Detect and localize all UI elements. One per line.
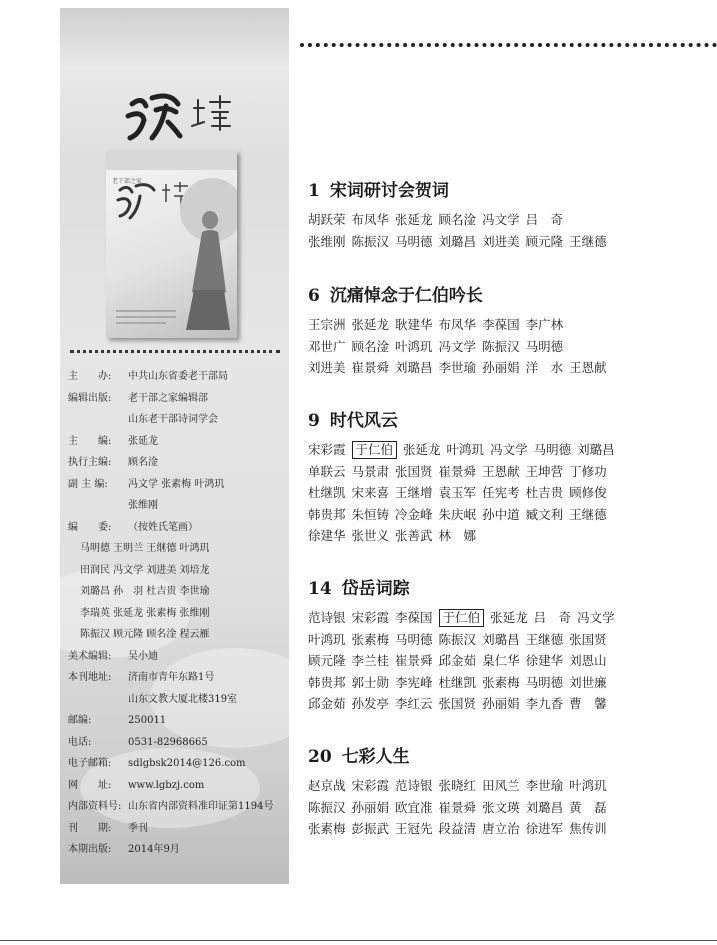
author-name: 王恩献	[482, 463, 520, 479]
masthead-row	[68, 495, 288, 517]
author-name: 胡跃荣	[308, 212, 346, 227]
masthead-value: sdlgbsk2014@126.com	[128, 758, 246, 769]
masthead-row	[68, 431, 288, 453]
author-name: 徐建华	[308, 528, 346, 543]
author-name: 徐建华	[525, 653, 564, 668]
section-page-number: 9	[308, 411, 320, 431]
author-list	[308, 209, 708, 252]
author-name: 李兰桂	[351, 653, 390, 668]
author-name: 张文瑛	[482, 799, 520, 815]
author-name: 张素梅	[308, 821, 346, 836]
section-heading	[308, 284, 708, 308]
author-row	[308, 336, 708, 358]
author-name: 张晓红	[438, 778, 477, 793]
author-name: 杜继凯	[308, 485, 346, 500]
author-row	[308, 357, 708, 379]
author-name: 冯文学	[490, 442, 528, 457]
author-name: 于仁伯	[352, 441, 398, 459]
masthead-row	[68, 646, 288, 668]
masthead-value: 刘璐昌 孙 羽 杜吉贵 李世瑜	[80, 586, 210, 597]
author-name: 王恩献	[569, 360, 607, 375]
author-name: 黄 磊	[569, 799, 607, 815]
author-name: 王继增	[395, 485, 433, 500]
author-name: 张国贤	[395, 463, 433, 479]
masthead-value: 季刊	[128, 822, 148, 834]
bottom-rule	[0, 940, 717, 941]
masthead-value: 吴小迪	[128, 650, 158, 662]
masthead-value: 田润民 冯文学 刘进美 刘培龙	[80, 564, 210, 576]
author-name: 欧宜准	[395, 799, 433, 815]
author-name: 张世义	[351, 528, 390, 543]
author-name: 邱金茹	[308, 696, 346, 711]
author-name: 马明德	[395, 233, 433, 249]
author-name: 刘璐昌	[395, 360, 433, 375]
author-name: 单联云	[308, 463, 346, 479]
author-name: 耿建华	[395, 317, 433, 332]
author-name: 韩贵邦	[308, 506, 346, 522]
masthead-row	[68, 474, 288, 496]
author-name: 叶鸿玑	[308, 631, 346, 647]
author-name: 刘璐昌	[525, 799, 564, 815]
author-name: 曹 馨	[569, 696, 607, 711]
author-name: 陈振汉	[438, 631, 477, 647]
author-name: 崔景舜	[351, 360, 390, 375]
author-name: 张素梅	[482, 674, 520, 690]
author-row	[308, 650, 708, 672]
author-name: 洋 水	[525, 360, 564, 375]
author-row	[308, 775, 708, 797]
author-list	[308, 314, 708, 379]
author-name: 范诗银	[395, 778, 433, 793]
author-row	[308, 231, 708, 253]
author-row	[308, 672, 708, 694]
author-name: 邱金茹	[438, 653, 477, 668]
author-name: 杜继凯	[438, 674, 477, 690]
masthead-label: 网 址:	[68, 779, 112, 791]
top-dotted-divider	[300, 43, 717, 47]
masthead-label: 电子邮箱:	[68, 758, 112, 769]
author-name: 马明德	[533, 442, 572, 457]
toc-section	[308, 179, 708, 252]
author-name: 宋彩霞	[308, 442, 346, 457]
author-name: 宋来喜	[351, 485, 390, 500]
masthead-value: 山东老干部诗词学会	[128, 414, 218, 425]
author-name: 顾修俊	[569, 485, 607, 500]
author-name: 顾名淦	[351, 338, 390, 354]
author-name: 布凤华	[438, 317, 477, 332]
author-name: 吕 奇	[525, 212, 564, 227]
author-name: 张国贤	[438, 696, 477, 711]
masthead-value: 马明德 王明兰 王继德 叶鸿玑	[80, 543, 210, 554]
author-name: 吕 奇	[533, 610, 572, 625]
masthead-value: 250011	[128, 715, 167, 726]
author-name: 袁玉军	[438, 485, 477, 500]
author-name: 马明德	[525, 674, 564, 690]
author-name: 张延龙	[351, 317, 390, 332]
author-name: 于仁伯	[439, 609, 485, 627]
masthead-row	[68, 452, 288, 474]
author-name: 张维刚	[308, 233, 346, 249]
author-name: 李世瑜	[438, 360, 477, 375]
author-name: 宋彩霞	[351, 610, 390, 625]
author-name: 王继德	[569, 233, 607, 249]
masthead-value: 顾名淦	[128, 457, 158, 468]
author-name: 陈振汉	[351, 233, 390, 249]
masthead-label: 本刊地址:	[68, 672, 112, 683]
masthead-value: 陈振汉 顾元隆 顾名淦 程云雁	[80, 629, 210, 640]
author-name: 臬仁华	[482, 653, 520, 668]
author-name: 崔景舜	[438, 799, 477, 815]
author-name: 刘璐昌	[577, 442, 615, 457]
masthead-value: 张维刚	[128, 500, 158, 511]
toc-section	[308, 745, 708, 840]
author-name: 邓世广	[308, 338, 346, 354]
masthead-value: 张延龙	[128, 435, 158, 447]
author-list	[308, 607, 708, 715]
author-row	[308, 461, 708, 483]
author-name: 冯文学	[577, 610, 615, 625]
author-name: 张善武	[395, 528, 433, 543]
toc-section	[308, 409, 708, 547]
author-row	[308, 693, 708, 715]
author-name: 朱恒铸	[351, 506, 390, 522]
section-page-number: 20	[308, 747, 332, 767]
sidebar-panel	[60, 8, 289, 884]
author-name: 李广林	[525, 317, 564, 332]
author-name: 韩贵邦	[308, 674, 346, 690]
masthead-row	[68, 517, 288, 539]
author-name: 李葆国	[395, 610, 433, 625]
author-name: 林 娜	[438, 528, 477, 543]
author-list	[308, 439, 708, 547]
masthead-value: 0531-82968665	[128, 736, 208, 748]
masthead-row	[68, 689, 288, 711]
section-heading	[308, 409, 708, 433]
masthead-row	[68, 796, 288, 818]
author-name: 刘恩山	[569, 653, 607, 668]
masthead-row	[68, 818, 288, 840]
author-name: 冯文学	[438, 338, 477, 354]
section-heading	[308, 577, 708, 601]
masthead-row	[68, 409, 288, 431]
masthead-row	[68, 366, 288, 388]
author-name: 孙丽娟	[351, 799, 390, 815]
logo-calligraphy-graphic	[122, 86, 242, 146]
author-name: 赵京战	[308, 778, 346, 793]
masthead-row	[68, 775, 288, 797]
section-title: 岱岳词踪	[341, 579, 410, 599]
masthead-value: 中共山东省委老干部局	[128, 371, 228, 382]
author-name: 王继德	[525, 631, 564, 647]
author-name: 顾元隆	[308, 653, 346, 668]
masthead-value: 老干部之家编辑部	[128, 392, 208, 404]
author-name: 张延龙	[490, 610, 528, 625]
author-row	[308, 504, 708, 526]
author-name: 崔景舜	[395, 653, 433, 668]
section-title: 宋词研讨会贺词	[329, 181, 449, 201]
masthead-label: 美术编辑:	[68, 650, 112, 662]
masthead-row	[68, 839, 288, 861]
author-name: 张延龙	[403, 442, 441, 457]
author-name: 孙丽娟	[482, 696, 520, 711]
masthead-value: www.lgbzj.com	[128, 779, 205, 791]
author-name: 陈振汉	[308, 799, 346, 815]
masthead-info	[68, 366, 288, 861]
masthead-label: 编 委:	[68, 521, 112, 533]
author-name: 顾名淦	[438, 212, 477, 227]
author-name: 焦传训	[569, 821, 607, 836]
masthead-row	[68, 667, 288, 689]
author-name: 马明德	[525, 338, 564, 354]
author-name: 冷金峰	[395, 506, 433, 522]
author-name: 郭士勋	[351, 674, 390, 690]
masthead-value: 冯文学 张素梅 叶鸿玑	[128, 478, 225, 490]
author-name: 李九香	[525, 696, 564, 711]
author-row	[308, 607, 708, 629]
section-heading	[308, 179, 708, 203]
author-name: 任宪考	[482, 485, 520, 500]
masthead-value: 山东省内部资料准印证第1194号	[128, 801, 274, 812]
masthead-label: 编辑出版:	[68, 392, 112, 404]
section-page-number: 6	[308, 286, 320, 306]
author-row	[308, 629, 708, 651]
author-name: 孙中道	[482, 506, 520, 522]
author-name: 李世瑜	[525, 778, 564, 793]
masthead-row	[68, 603, 288, 625]
author-row	[308, 439, 708, 461]
masthead-row	[68, 560, 288, 582]
author-name: 刘璐昌	[438, 233, 477, 249]
author-name: 孙发亭	[351, 696, 390, 711]
masthead-label: 副 主 编:	[68, 478, 108, 490]
masthead-value: 2014年9月	[128, 844, 180, 855]
masthead-row	[68, 753, 288, 775]
author-row	[308, 818, 708, 840]
masthead-label: 主 编:	[68, 435, 112, 447]
author-name: 刘世廉	[569, 674, 607, 690]
masthead-row	[68, 388, 288, 410]
masthead-label: 邮编:	[68, 715, 92, 726]
author-name: 唐立治	[482, 821, 520, 836]
author-name: 王继德	[569, 506, 607, 522]
masthead-row	[68, 624, 288, 646]
author-name: 徐进军	[525, 821, 564, 836]
author-name: 彭振武	[351, 821, 390, 836]
masthead-label: 内部资料号:	[68, 801, 122, 812]
author-name: 朱庆岷	[438, 506, 477, 522]
author-name: 张国贤	[569, 631, 607, 647]
masthead-row	[68, 732, 288, 754]
author-name: 马景肃	[351, 463, 390, 479]
author-name: 宋彩霞	[351, 778, 390, 793]
author-list	[308, 775, 708, 840]
masthead-value: （按姓氏笔画）	[128, 521, 198, 533]
section-page-number: 1	[308, 181, 320, 201]
masthead-label: 主 办:	[68, 371, 112, 382]
masthead-value: 济南市青年东路1号	[128, 672, 215, 683]
author-name: 孙丽娟	[482, 360, 520, 375]
author-name: 陈振汉	[482, 338, 520, 354]
author-name: 杜吉贵	[525, 485, 564, 500]
author-row	[308, 797, 708, 819]
author-name: 崔景舜	[438, 463, 477, 479]
author-name: 刘进美	[482, 233, 520, 249]
author-name: 王宗洲	[308, 317, 346, 332]
section-title: 七彩人生	[341, 747, 410, 767]
masthead-label: 电话:	[68, 736, 92, 748]
author-row	[308, 482, 708, 504]
author-name: 李葆国	[482, 317, 520, 332]
author-name: 李宪峰	[395, 674, 433, 690]
author-name: 张素梅	[351, 631, 390, 647]
author-name: 叶鸿玑	[446, 442, 485, 457]
author-row	[308, 209, 708, 231]
author-name: 顾元隆	[525, 233, 564, 249]
masthead-label: 刊 期:	[68, 822, 112, 834]
masthead-label: 本期出版:	[68, 844, 112, 855]
author-name: 段益清	[438, 821, 477, 836]
magazine-logo	[122, 86, 242, 146]
masthead-label: 执行主编:	[68, 457, 112, 468]
author-name: 刘进美	[308, 360, 346, 375]
author-row	[308, 525, 708, 547]
author-name: 丁修功	[569, 463, 607, 479]
author-name: 王坤营	[525, 463, 564, 479]
section-page-number: 14	[308, 579, 332, 599]
toc-section	[308, 284, 708, 379]
section-heading	[308, 745, 708, 769]
author-name: 张延龙	[395, 212, 433, 227]
author-name: 叶鸿玑	[395, 338, 433, 354]
cover-caption: 老干部之家	[112, 178, 143, 185]
author-name: 范诗银	[308, 610, 346, 625]
masthead-row	[68, 710, 288, 732]
masthead-value: 李瑞英 张延龙 张素梅 张维刚	[80, 607, 210, 619]
author-row	[308, 314, 708, 336]
sidebar-dotted-divider	[70, 350, 280, 353]
author-name: 李红云	[395, 696, 433, 711]
author-name: 马明德	[395, 631, 433, 647]
author-name: 王冠先	[395, 821, 433, 836]
author-name: 叶鸿玑	[569, 778, 607, 793]
author-name: 田风兰	[482, 778, 520, 793]
section-title: 沉痛悼念于仁伯吟长	[329, 286, 483, 306]
author-name: 刘璐昌	[482, 631, 520, 647]
author-name: 冯文学	[482, 212, 520, 227]
author-name: 布凤华	[351, 212, 390, 227]
author-name: 臧文利	[525, 506, 564, 522]
masthead-value: 山东文教大厦北楼319室	[128, 693, 238, 705]
masthead-row	[68, 538, 288, 560]
toc-section	[308, 577, 708, 715]
section-title: 时代风云	[329, 411, 398, 431]
magazine-cover-thumbnail	[106, 150, 237, 338]
masthead-row	[68, 581, 288, 603]
